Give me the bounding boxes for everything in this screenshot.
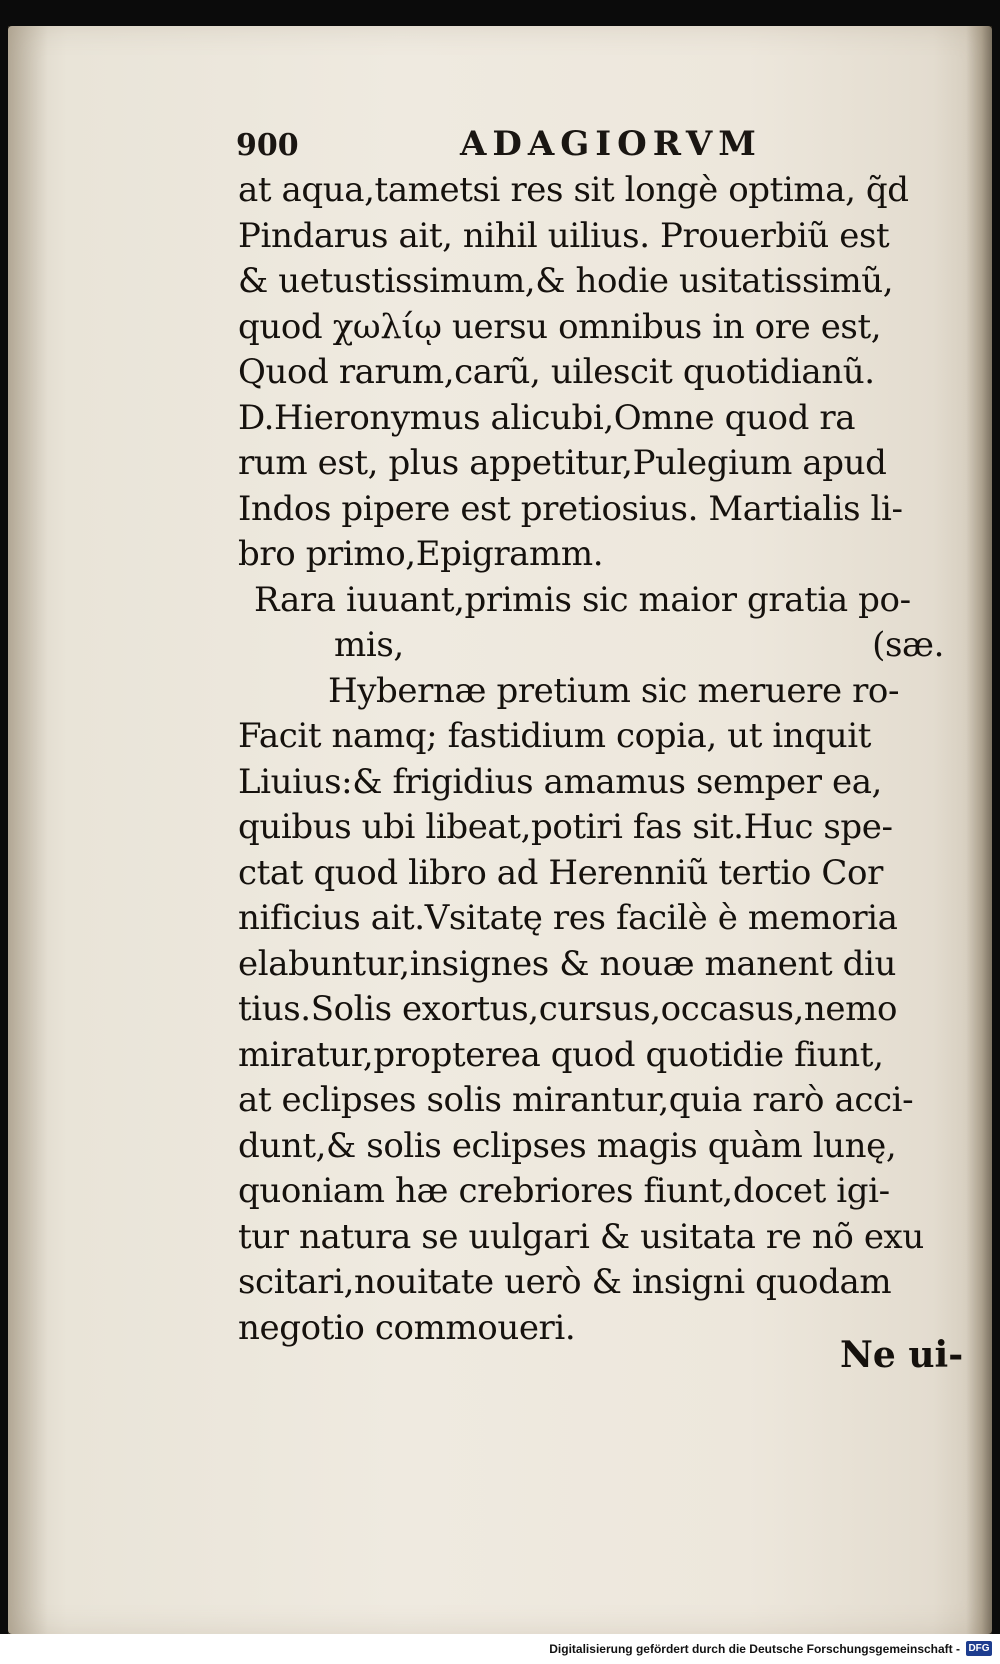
text-line: ctat quod libro ad Herenniũ tertio Cor [238,852,883,893]
digitization-footer [0,1634,1000,1664]
text-line: quoniam hæ crebriores fiunt,docet igi- [238,1171,890,1211]
catchword: Ne ui- [840,1334,964,1376]
dfg-logo-icon: DFG [966,1641,992,1656]
text-line: rum est, plus appetitur,Pulegium apud [238,443,887,483]
text-line: scitari,nouitate uerò & insigni quodam [238,1262,892,1302]
text-line: Liuius:& frigidius amamus semper ea, [238,761,882,802]
body-text [238,168,958,1351]
text-line: Facit namq; fastidium copia, ut inquit [238,716,871,756]
text-line: tur natura se uulgari & usitata re nõ exu [238,1216,924,1257]
text-line: negotio commoueri. [238,1307,576,1348]
verse-fragment: mis, [334,625,404,665]
text-line: quibus ubi libeat,potiri fas sit.Huc spe- [238,807,893,847]
text-line: nificius ait.Vsitatę res facilè è memoria [238,898,898,938]
text-line: dunt,& solis eclipses magis quàm lunę, [238,1125,897,1166]
text-line: elabuntur,insignes & nouæ manent diu [238,943,896,984]
verse-line-split [238,623,958,669]
funding-credit: Digitalisierung gefördert durch die Deutsche Forschungsgemeinschaft - [549,1642,960,1656]
page-edge-shadow [966,26,992,1634]
verse-line: Hybernæ pretium sic meruere ro- [328,670,900,711]
text-line: Indos pipere est pretiosius. Martialis li- [238,488,903,529]
text-line: D.Hieronymus alicubi,Omne quod ra [238,397,856,438]
verse-line: Rara iuuant,primis sic maior gratia po- [254,579,911,620]
text-line: tius.Solis exortus,cursus,occasus,nemo [238,989,898,1029]
text-line: Quod rarum,carũ, uilescit quotidianũ. [238,352,875,392]
text-line: miratur,propterea quod quotidie fiunt, [238,1034,884,1075]
text-line: quod χωλίῳ uersu omnibus in ore est, [238,306,882,347]
text-line: & uetustissimum,& hodie usitatissimũ, [238,261,894,301]
text-line: Pindarus ait, nihil uilius. Prouerbiũ est [238,215,890,256]
verse-turnover: (sæ. [872,625,944,665]
running-title: ADAGIORVM [460,124,762,164]
text-line: bro primo,Epigramm. [238,534,604,574]
page-gutter-shadow [8,26,48,1634]
text-line: at aqua,tametsi res sit longè optima, q̃d [238,170,909,210]
page-number: 900 [236,128,299,163]
text-line: at eclipses solis mirantur,quia rarò acci- [238,1080,914,1120]
running-head [236,116,762,166]
